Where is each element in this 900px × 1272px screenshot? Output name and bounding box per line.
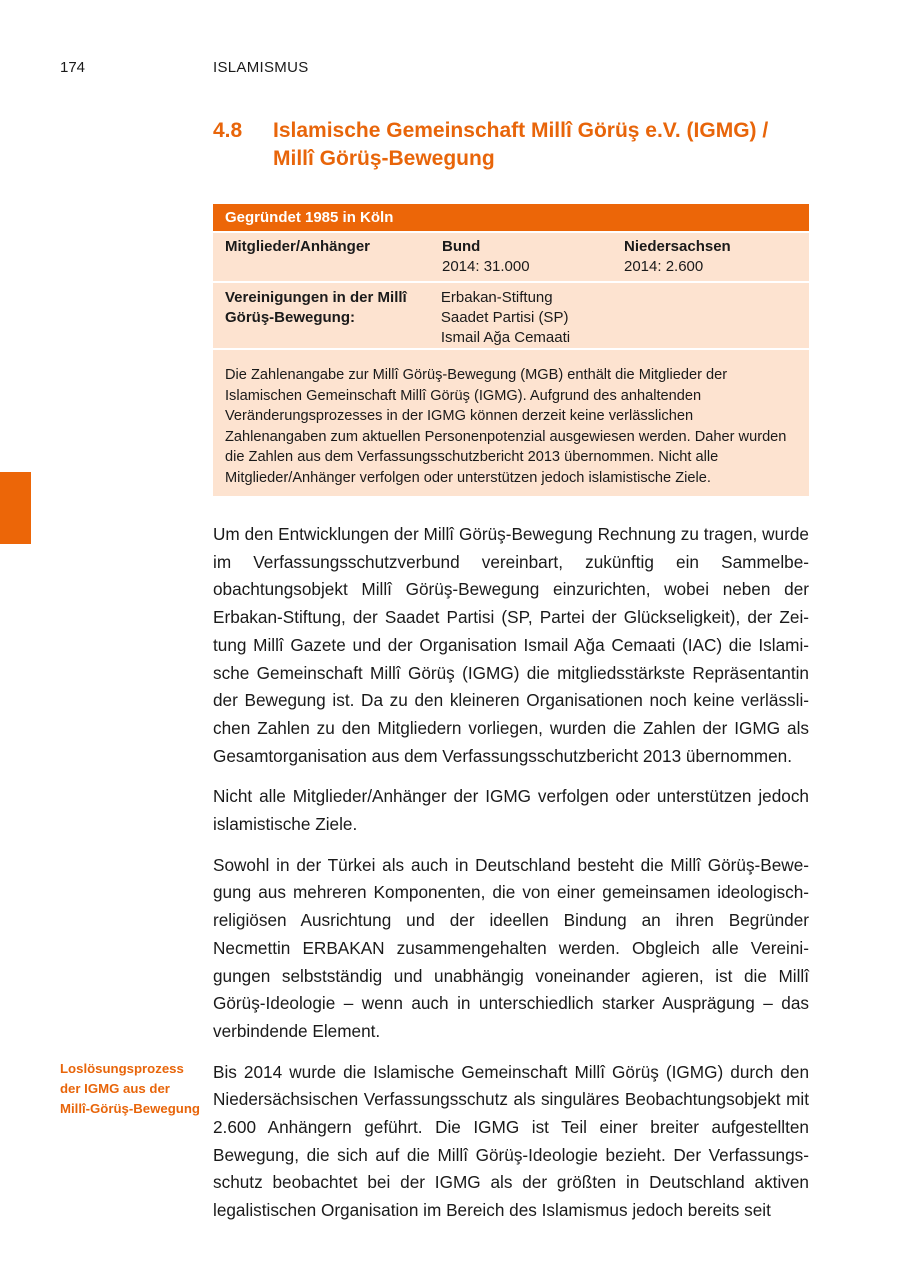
- niedersachsen-label: Niedersachsen: [624, 238, 731, 255]
- niedersachsen-cell: [624, 237, 809, 281]
- body-paragraph: Bis 2014 wurde die Islamische Gemeinschaft Millî Görüş (IGMG) durch den Niedersächsischen Verfassungsschutz als singuläres Beobachtungsobjekt mit 2.600 Anhängern geführt. Die IGMG ist Teil einer breiter aufgestellten Bewegung, die sich auf die Millî Görüş-Ideologie bezieht. Der Verfassungsschutz beobachtet bei der IGMG als der größten in Deutschland aktiven legalistischen Organisation im Bereich des Islamismus jedoch bereits seit: [213, 1061, 809, 1221]
- members-row: [213, 231, 809, 281]
- section-heading: [213, 117, 813, 173]
- body-text: [213, 521, 809, 1238]
- body-paragraph: Um den Entwicklungen der Millî Görüş-Bewegung Rechnung zu tragen, wurde im Verfassungsschutzverbund vereinbart, zukünftig ein Sammelbeobachtungsobjekt Millî Görüş-Bewegung einzurichten, wobei neben der Erbakan-Stiftung, der Saadet Partisi (SP, Partei der Glückseligkeit), der Zeitung Millî Gazete und der Organisation Ismail Ağa Cemaati (IAC) die Islamische Gemeinschaft Millî Görüş (IGMG) die mitgliedsstärkste Repräsentantin der Bewegung ist. Da zu den kleineren Organisationen noch keine verlässlichen Zahlen zu den Mitgliedern vorliegen, wurden die Zahlen der IGMG als Gesamtorganisation aus dem Verfassungsschutzbericht 2013 übernommen.: [213, 524, 809, 766]
- members-label: Mitglieder/Anhänger: [225, 238, 371, 255]
- organisation-item: Erbakan-Stiftung: [440, 289, 553, 306]
- organisation-item: Ismail Ağa Cemaati: [440, 329, 571, 346]
- organisations-row: [213, 281, 809, 348]
- margin-note: Loslösungsprozess der IGMG aus der Millî-Görüş-Bewegung: [60, 1061, 200, 1116]
- info-box-header: Gegründet 1985 in Köln: [213, 204, 809, 231]
- section-number: 4.8: [213, 119, 243, 142]
- running-head: ISLAMISMUS: [213, 59, 309, 76]
- info-box-note: Die Zahlenangabe zur Millî Görüş-Bewegung (MGB) enthält die Mitglieder der Islamischen Gemeinschaft Millî Görüş (IGMG). Aufgrund des anhaltenden Veränderungsprozesses in der IGMG können derzeit keine verlässlichen Zahlenangaben zum aktuellen Personenpotenzial ausgewiesen werden. Daher wurden die Zahlen aus dem Verfassungsschutzbericht 2013 übernommen. Nicht alle Mitglieder/Anhänger verfolgen oder unterstützen jedoch islamistische Ziele.: [213, 348, 809, 496]
- page-number: 174: [60, 59, 86, 76]
- organisations-list: [441, 288, 809, 348]
- bund-cell: [442, 237, 624, 281]
- section-title: Islamische Gemeinschaft Millî Görüş e.V. (IGMG) / Millî Görüş-Bewegung: [273, 119, 769, 170]
- body-paragraph: Nicht alle Mitglieder/Anhänger der IGMG verfolgen oder unterstützen jedoch islamistische Ziele.: [213, 786, 809, 835]
- bund-label: Bund: [442, 238, 481, 255]
- niedersachsen-value: 2014: 2.600: [624, 258, 704, 275]
- info-box: [213, 204, 809, 496]
- organisations-label: Vereinigungen in der Millî Görüş-Bewegung:: [225, 289, 407, 326]
- body-paragraph: Sowohl in der Türkei als auch in Deutschland besteht die Millî Görüş-Bewegung aus mehreren Komponenten, die von einer gemeinsamen ideologisch-religiösen Ausrichtung und der ideellen Bindung an ihren Begründer Necmettin ERBAKAN zusammengehalten werden. Obgleich alle Vereinigungen selbstständig und unabhängig voneinander agieren, ist die Millî Görüş-Ideologie – wenn auch in unterschiedlich starker Ausprägung – das verbindende Element.: [213, 854, 809, 1041]
- bund-value: 2014: 31.000: [442, 258, 530, 275]
- chapter-side-tab: [0, 472, 31, 544]
- organisation-item: Saadet Partisi (SP): [440, 309, 569, 326]
